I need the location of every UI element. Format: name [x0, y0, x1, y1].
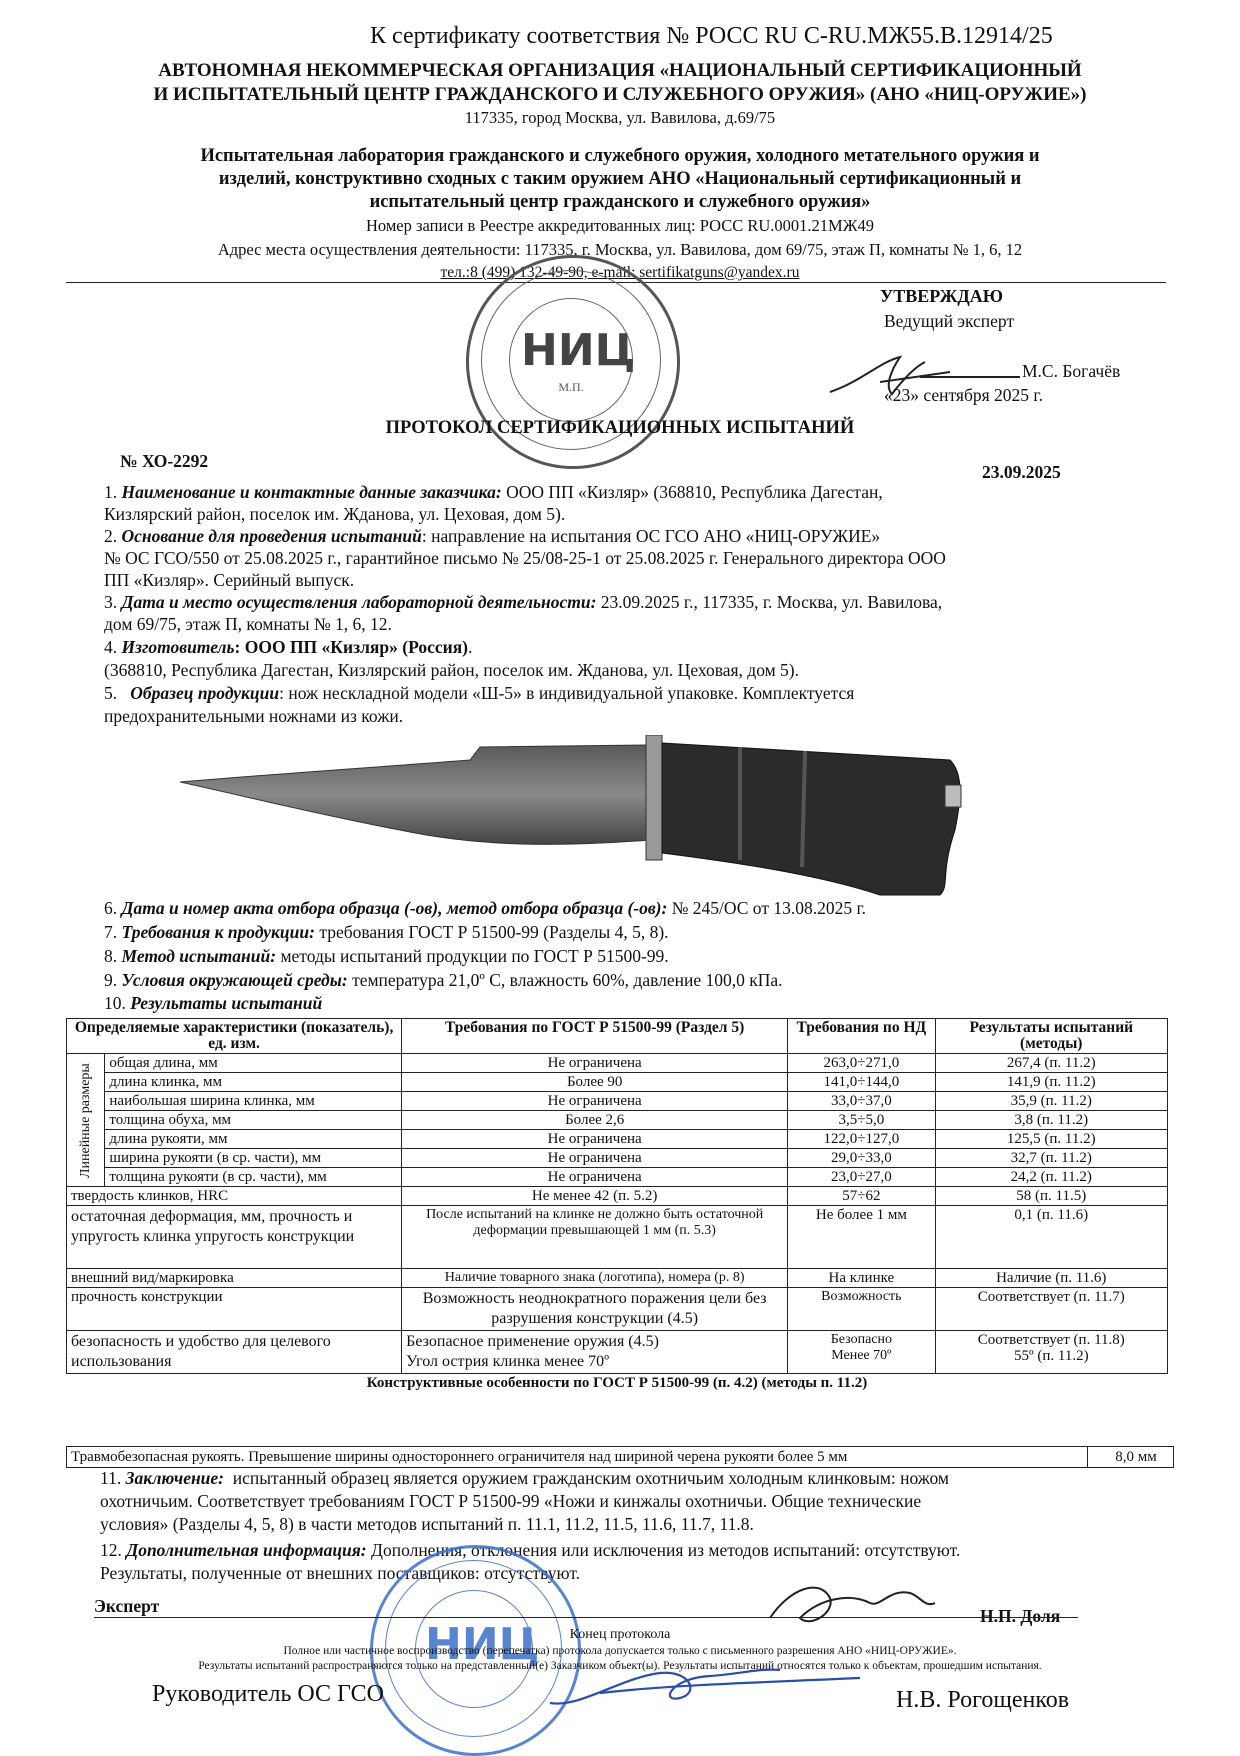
cell-gost: Не ограничена: [402, 1092, 788, 1111]
org-name-line1: АВТОНОМНАЯ НЕКОММЕРЧЕСКАЯ ОРГАНИЗАЦИЯ «НАЦИОНАЛЬНЫЙ СЕРТИФИКАЦИОННЫЙ: [158, 60, 1082, 81]
item-8: 8. Метод испытаний: методы испытаний продукции по ГОСТ Р 51500-99.: [104, 946, 669, 966]
cell-name: длина клинка, мм: [105, 1073, 402, 1092]
cell-result: 58 (п. 11.5): [935, 1187, 1167, 1206]
head-os-label: Руководитель ОС ГСО: [152, 1681, 384, 1707]
item-3-cont: дом 69/75, этаж П, комнаты № 1, 6, 12.: [104, 614, 392, 634]
item-3: 3. Дата и место осуществления лабораторной деятельности: 23.09.2025 г., 117335, г. Москва, ул. Вавилова,: [104, 592, 943, 612]
cell-result: 125,5 (п. 11.2): [935, 1130, 1167, 1149]
protocol-title: ПРОТОКОЛ СЕРТИФИКАЦИОННЫХ ИСПЫТАНИЙ: [385, 418, 855, 438]
protocol-number: № ХО-2292: [120, 451, 209, 471]
item-7: 7. Требования к продукции: требования ГОСТ Р 51500-99 (Разделы 4, 5, 8).: [104, 922, 669, 942]
cell-nd-line2: Менее 70º: [831, 1348, 892, 1363]
cell-result: 35,9 (п. 11.2): [935, 1092, 1167, 1111]
cell-gost: Более 2,6: [402, 1111, 788, 1130]
item-4: 4. Изготовитель: ООО ПП «Кизляр» (Россия).: [104, 637, 473, 657]
cell-name: твердость клинков, HRC: [67, 1187, 402, 1206]
cell-result: [935, 1331, 1167, 1374]
approval-date: «23» сентября 2025 г.: [884, 385, 1043, 405]
org-name-line2: И ИСПЫТАТЕЛЬНЫЙ ЦЕНТР ГРАЖДАНСКОГО И СЛУЖЕБНОГО ОРУЖИЯ» (АНО «НИЦ-ОРУЖИЕ»): [153, 84, 1087, 105]
cell-nd: 141,0÷144,0: [788, 1073, 935, 1092]
cell-gost: После испытаний на клинке не должно быть остаточной деформации превышающей 1 мм (п. 5.3): [402, 1206, 788, 1269]
col-header-gost: Требования по ГОСТ Р 51500-99 (Раздел 5): [402, 1019, 788, 1054]
constr-row: [66, 1446, 1174, 1468]
table-row: [67, 1187, 1168, 1206]
table-row: [67, 1092, 1168, 1111]
cell-nd: 29,0÷33,0: [788, 1149, 935, 1168]
lab-name-line2: изделий, конструктивно сходных с таким оружием АНО «Национальный сертификационный и: [218, 169, 1022, 189]
item-2-cont: № ОС ГСО/550 от 25.08.2025 г., гарантийное письмо № 25/08-25-1 от 25.08.2025 г. Генерального директора ООО: [104, 548, 946, 568]
lab-address: Адрес места осуществления деятельности: 117335, г. Москва, ул. Вавилова, дом 69/75, этаж П, комнаты № 1, 6, 12: [217, 240, 1023, 259]
item-1: 1. Наименование и контактные данные заказчика: ООО ПП «Кизляр» (368810, Республика Дагестан,: [104, 482, 883, 502]
cell-gost: Наличие товарного знака (логотипа), номера (р. 8): [402, 1269, 788, 1288]
col-header-nd: Требования по НД: [788, 1019, 935, 1054]
col-header-result: Результаты испытаний (методы): [935, 1019, 1167, 1054]
cell-result-line2: 55º (п. 11.2): [1013, 1348, 1089, 1364]
item-5: 5. Образец продукции: нож нескладной модели «Ш-5» в индивидуальной упаковке. Комплектуется: [104, 683, 855, 703]
cell-gost: Не ограничена: [402, 1054, 788, 1073]
table-row-constr-title: [67, 1374, 1168, 1393]
table-row: [67, 1073, 1168, 1092]
cell-name: безопасность и удобство для целевого использования: [67, 1331, 402, 1374]
approval-role: Ведущий эксперт: [884, 311, 1015, 331]
conclusion-cont2: условия» (Разделы 4, 5, 8) в части методов испытаний п. 11.1, 11.2, 11.5, 11.6, 11.7, 11.8.: [100, 1514, 754, 1534]
cell-nd: 263,0÷271,0: [788, 1054, 935, 1073]
certificate-reference: К сертификату соответствия № РОСС RU С-RU.МЖ55.В.12914/25: [370, 23, 1053, 49]
cell-nd: 3,5÷5,0: [788, 1111, 935, 1130]
stamp-seal-top-center: НИЦ: [521, 325, 636, 376]
group-linear-dimensions: Линейные размеры: [67, 1054, 105, 1187]
item-9: 9. Условия окружающей среды: температура 21,0º С, влажность 60%, давление 100,0 кПа.: [104, 970, 783, 990]
lab-name-line1: Испытательная лаборатория гражданского и служебного оружия, холодного метательного оружия и: [200, 146, 1040, 166]
item-4-cont: (368810, Республика Дагестан, Кизлярский район, поселок им. Жданова, ул. Цеховая, дом 5).: [104, 660, 800, 680]
item-10: 10. Результаты испытаний: [104, 993, 323, 1013]
cell-result: Соответствует (п. 11.7): [935, 1288, 1167, 1331]
expert-signature-line: [94, 1617, 1078, 1618]
cell-result: 32,7 (п. 11.2): [935, 1149, 1167, 1168]
approval-name: М.С. Богачёв: [1022, 361, 1121, 381]
footnote-reproduction: Полное или частичное воспроизводство (перепечатка) протокола допускается только с письменного разрешения АНО «НИЦ-ОРУЖИЕ».: [283, 1645, 957, 1657]
item-6: 6. Дата и номер акта отбора образца (-ов), метод отбора образца (-ов): № 245/ОС от 13.08.2025 г.: [104, 898, 867, 918]
cell-nd: 23,0÷27,0: [788, 1168, 935, 1187]
head-os-signature: [540, 1648, 870, 1718]
table-row: [67, 1269, 1168, 1288]
cell-gost: Не ограничена: [402, 1130, 788, 1149]
lab-contacts: тел.:8 (499) 132-49-90, e-mail: sertifikatguns@yandex.ru: [440, 264, 800, 281]
cell-result: 141,9 (п. 11.2): [935, 1073, 1167, 1092]
table-row: [67, 1111, 1168, 1130]
constr-text: Травмобезопасная рукоять. Превышение ширины одностороннего ограничителя над шириной черена рукояти более 5 мм: [71, 1449, 848, 1465]
conclusion-cont: охотничьим. Соответствует требованиям ГОСТ Р 51500-99 «Ножи и кинжалы охотничьи. Общие технические: [100, 1491, 922, 1511]
stamp-seal-bottom-center: НИЦ: [425, 1619, 540, 1670]
cell-nd: [788, 1331, 935, 1374]
lab-name-line3: испытательный центр гражданского и служебного оружия»: [369, 192, 871, 212]
constr-title: Конструктивные особенности по ГОСТ Р 51500-99 (п. 4.2) (методы п. 11.2): [366, 1375, 868, 1391]
cell-nd: Не более 1 мм: [788, 1206, 935, 1269]
cell-gost: [402, 1331, 788, 1374]
table-header-row: [67, 1019, 1168, 1054]
cell-nd: 33,0÷37,0: [788, 1092, 935, 1111]
cell-gost: Не менее 42 (п. 5.2): [402, 1187, 788, 1206]
cell-gost-line2: Угол острия клинка менее 70º: [406, 1353, 610, 1370]
cell-result: Наличие (п. 11.6): [935, 1269, 1167, 1288]
item-1-cont: Кизлярский район, поселок им. Жданова, ул. Цеховая, дом 5).: [104, 504, 566, 524]
cell-name: прочность конструкции: [67, 1288, 402, 1331]
cell-name: ширина рукояти (в ср. части), мм: [105, 1149, 402, 1168]
cell-result: 0,1 (п. 11.6): [935, 1206, 1167, 1269]
cell-nd: На клинке: [788, 1269, 935, 1288]
conclusion: 11. Заключение: испытанный образец является оружием гражданским охотничьим холодным клинковым: ножом: [100, 1468, 949, 1488]
cell-name: наибольшая ширина клинка, мм: [105, 1092, 402, 1111]
approval-title: УТВЕРЖДАЮ: [880, 286, 1004, 306]
expert-name: Н.П. Доля: [980, 1606, 1061, 1626]
table-row: [67, 1168, 1168, 1187]
cell-gost: Возможность неоднократного поражения цели без разрушения конструкции (4.5): [402, 1288, 788, 1331]
cell-nd-line1: Безопасно: [830, 1332, 892, 1347]
table-row: [67, 1130, 1168, 1149]
cell-gost: Не ограничена: [402, 1149, 788, 1168]
knife-image: [180, 735, 1070, 900]
cell-name: толщина обуха, мм: [105, 1111, 402, 1130]
lab-registry: Номер записи в Реестре аккредитованных лиц: РОСС RU.0001.21МЖ49: [366, 216, 874, 235]
table-row: [67, 1054, 1168, 1073]
item-2: 2. Основание для проведения испытаний: направление на испытания ОС ГСО АНО «НИЦ-ОРУЖИЕ»: [104, 526, 881, 546]
expert-label: Эксперт: [94, 1596, 160, 1616]
head-os-name: Н.В. Рогощенков: [896, 1687, 1070, 1713]
cell-nd: Возможность: [788, 1288, 935, 1331]
cell-result: 24,2 (п. 11.2): [935, 1168, 1167, 1187]
item-2-cont2: ПП «Кизляр». Серийный выпуск.: [104, 570, 355, 590]
table-row: [67, 1331, 1168, 1374]
cell-nd: 122,0÷127,0: [788, 1130, 935, 1149]
cell-result: 3,8 (п. 11.2): [935, 1111, 1167, 1130]
stamp-seal-top-mp: М.П.: [558, 380, 584, 394]
cell-nd: 57÷62: [788, 1187, 935, 1206]
cell-name: длина рукояти, мм: [105, 1130, 402, 1149]
protocol-date: 23.09.2025: [982, 462, 1061, 482]
cell-result-line1: Соответствует (п. 11.8): [977, 1332, 1125, 1348]
additional-info-cont: Результаты, полученные от внешних поставщиков: отсутствуют.: [100, 1563, 581, 1583]
footnote-results: Результаты испытаний распространяются только на представленный(е) Заказчиком объект(ы). Результаты испытаний относятся только к объектам, прошедшим испытания.: [198, 1660, 1042, 1672]
cell-gost: Не ограничена: [402, 1168, 788, 1187]
cell-gost: Более 90: [402, 1073, 788, 1092]
table-row: [67, 1149, 1168, 1168]
cell-gost-line1: Безопасное применение оружия (4.5): [406, 1333, 659, 1350]
table-row: [67, 1288, 1168, 1331]
cell-name: толщина рукояти (в ср. части), мм: [105, 1168, 402, 1187]
cell-name: остаточная деформация, мм, прочность и упругость клинка упругость конструкции: [67, 1206, 402, 1269]
item-5-cont: предохранительными ножнами из кожи.: [104, 706, 404, 726]
cell-result: 267,4 (п. 11.2): [935, 1054, 1167, 1073]
constr-value: 8,0 мм: [1087, 1447, 1184, 1467]
cell-name: общая длина, мм: [105, 1054, 402, 1073]
col-header-characteristic: Определяемые характеристики (показатель), ед. изм.: [67, 1019, 402, 1054]
end-of-protocol: Конец протокола: [569, 1627, 671, 1642]
additional-info: 12. Дополнительная информация: Дополнения, отклонения или исключения из методов испытаний: отсутствуют.: [100, 1540, 961, 1560]
table-row: [67, 1206, 1168, 1269]
cell-name: внешний вид/маркировка: [67, 1269, 402, 1288]
results-table: [66, 1018, 1168, 1392]
org-address: 117335, город Москва, ул. Вавилова, д.69/75: [464, 108, 776, 127]
